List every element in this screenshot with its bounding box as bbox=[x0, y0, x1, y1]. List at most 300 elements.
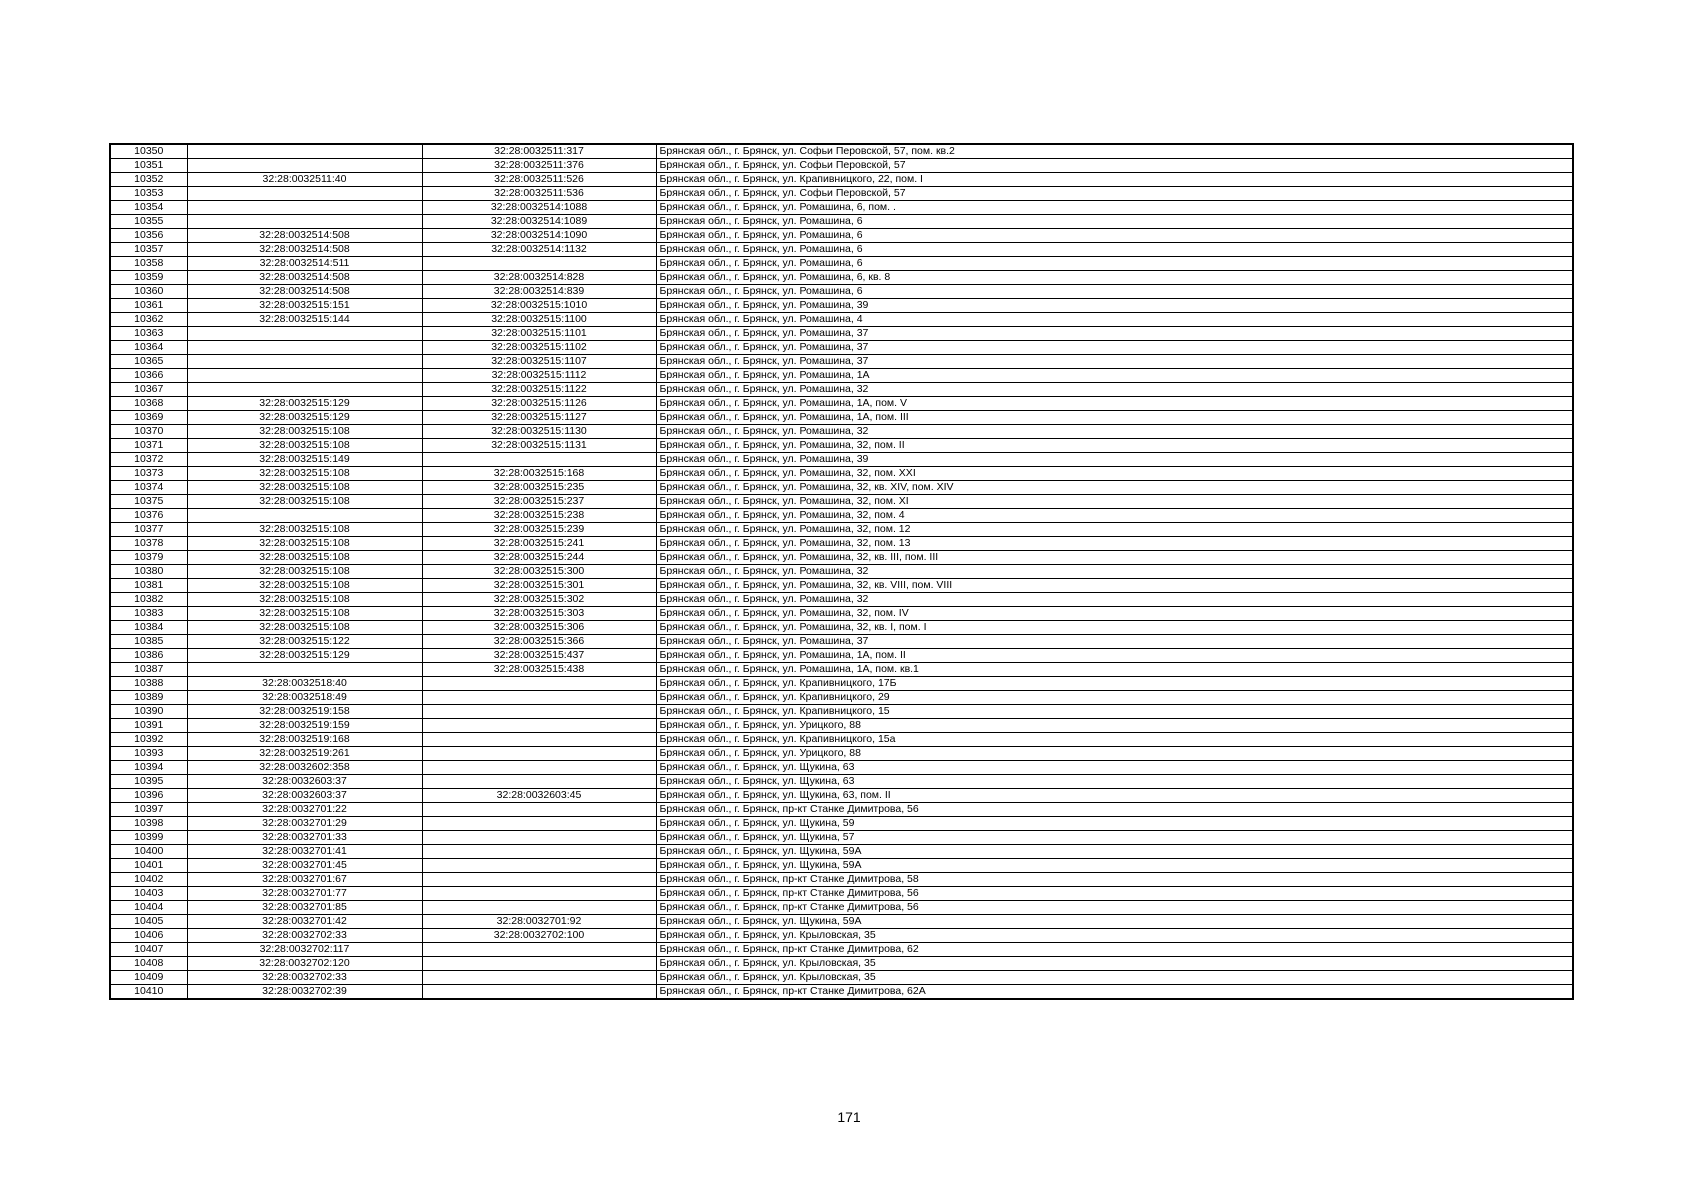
building-cadastral-number-cell bbox=[422, 803, 656, 817]
building-cadastral-number-cell bbox=[422, 873, 656, 887]
address-cell: Брянская обл., г. Брянск, пр-кт Станке Димитрова, 56 bbox=[656, 901, 1573, 915]
row-number-cell: 10374 bbox=[110, 481, 187, 495]
row-number-cell: 10363 bbox=[110, 327, 187, 341]
building-cadastral-number-cell: 32:28:0032514:1089 bbox=[422, 215, 656, 229]
table-row bbox=[110, 789, 1573, 803]
row-number-cell: 10407 bbox=[110, 943, 187, 957]
building-cadastral-number-cell: 32:28:0032515:438 bbox=[422, 663, 656, 677]
address-cell: Брянская обл., г. Брянск, ул. Ромашина, 32, пом. 4 bbox=[656, 509, 1573, 523]
row-number-cell: 10381 bbox=[110, 579, 187, 593]
address-cell: Брянская обл., г. Брянск, пр-кт Станке Димитрова, 56 bbox=[656, 887, 1573, 901]
land-plot-cadastral-number-cell bbox=[187, 215, 422, 229]
table-row bbox=[110, 817, 1573, 831]
row-number-cell: 10364 bbox=[110, 341, 187, 355]
table-row bbox=[110, 173, 1573, 187]
address-cell: Брянская обл., г. Брянск, ул. Ромашина, 4 bbox=[656, 313, 1573, 327]
row-number-cell: 10386 bbox=[110, 649, 187, 663]
address-cell: Брянская обл., г. Брянск, ул. Ромашина, 1А bbox=[656, 369, 1573, 383]
building-cadastral-number-cell: 32:28:0032511:526 bbox=[422, 173, 656, 187]
address-cell: Брянская обл., г. Брянск, ул. Крыловская, 35 bbox=[656, 929, 1573, 943]
table-row bbox=[110, 915, 1573, 929]
table-row bbox=[110, 159, 1573, 173]
row-number-cell: 10372 bbox=[110, 453, 187, 467]
land-plot-cadastral-number-cell: 32:28:0032515:108 bbox=[187, 607, 422, 621]
land-plot-cadastral-number-cell: 32:28:0032515:108 bbox=[187, 537, 422, 551]
building-cadastral-number-cell bbox=[422, 901, 656, 915]
row-number-cell: 10394 bbox=[110, 761, 187, 775]
address-cell: Брянская обл., г. Брянск, ул. Крапивницкого, 17Б bbox=[656, 677, 1573, 691]
row-number-cell: 10375 bbox=[110, 495, 187, 509]
building-cadastral-number-cell: 32:28:0032515:303 bbox=[422, 607, 656, 621]
land-plot-cadastral-number-cell: 32:28:0032701:67 bbox=[187, 873, 422, 887]
address-cell: Брянская обл., г. Брянск, ул. Щукина, 59А bbox=[656, 859, 1573, 873]
table-row bbox=[110, 887, 1573, 901]
building-cadastral-number-cell bbox=[422, 719, 656, 733]
table-row bbox=[110, 355, 1573, 369]
table-row bbox=[110, 481, 1573, 495]
table-row bbox=[110, 943, 1573, 957]
land-plot-cadastral-number-cell: 32:28:0032514:508 bbox=[187, 229, 422, 243]
address-cell: Брянская обл., г. Брянск, ул. Ромашина, 6, кв. 8 bbox=[656, 271, 1573, 285]
table-row bbox=[110, 383, 1573, 397]
table-row bbox=[110, 187, 1573, 201]
land-plot-cadastral-number-cell: 32:28:0032702:33 bbox=[187, 971, 422, 985]
address-cell: Брянская обл., г. Брянск, ул. Ромашина, 32, пом. 12 bbox=[656, 523, 1573, 537]
land-plot-cadastral-number-cell bbox=[187, 369, 422, 383]
row-number-cell: 10396 bbox=[110, 789, 187, 803]
building-cadastral-number-cell bbox=[422, 985, 656, 1000]
row-number-cell: 10399 bbox=[110, 831, 187, 845]
row-number-cell: 10377 bbox=[110, 523, 187, 537]
address-cell: Брянская обл., г. Брянск, ул. Ромашина, 32 bbox=[656, 383, 1573, 397]
table-row bbox=[110, 411, 1573, 425]
address-cell: Брянская обл., г. Брянск, ул. Ромашина, 6 bbox=[656, 215, 1573, 229]
land-plot-cadastral-number-cell: 32:28:0032515:108 bbox=[187, 593, 422, 607]
address-cell: Брянская обл., г. Брянск, ул. Ромашина, 32, пом. XI bbox=[656, 495, 1573, 509]
land-plot-cadastral-number-cell: 32:28:0032511:40 bbox=[187, 173, 422, 187]
row-number-cell: 10402 bbox=[110, 873, 187, 887]
land-plot-cadastral-number-cell: 32:28:0032701:33 bbox=[187, 831, 422, 845]
land-plot-cadastral-number-cell: 32:28:0032701:22 bbox=[187, 803, 422, 817]
land-plot-cadastral-number-cell: 32:28:0032515:108 bbox=[187, 523, 422, 537]
row-number-cell: 10365 bbox=[110, 355, 187, 369]
land-plot-cadastral-number-cell: 32:28:0032515:108 bbox=[187, 495, 422, 509]
row-number-cell: 10384 bbox=[110, 621, 187, 635]
building-cadastral-number-cell bbox=[422, 971, 656, 985]
address-cell: Брянская обл., г. Брянск, пр-кт Станке Димитрова, 58 bbox=[656, 873, 1573, 887]
row-number-cell: 10368 bbox=[110, 397, 187, 411]
table-row bbox=[110, 439, 1573, 453]
building-cadastral-number-cell bbox=[422, 677, 656, 691]
building-cadastral-number-cell bbox=[422, 887, 656, 901]
row-number-cell: 10406 bbox=[110, 929, 187, 943]
building-cadastral-number-cell: 32:28:0032515:1102 bbox=[422, 341, 656, 355]
row-number-cell: 10398 bbox=[110, 817, 187, 831]
address-cell: Брянская обл., г. Брянск, ул. Крапивницкого, 29 bbox=[656, 691, 1573, 705]
table-row bbox=[110, 313, 1573, 327]
building-cadastral-number-cell: 32:28:0032515:1010 bbox=[422, 299, 656, 313]
table-row bbox=[110, 425, 1573, 439]
land-plot-cadastral-number-cell: 32:28:0032515:108 bbox=[187, 425, 422, 439]
land-plot-cadastral-number-cell: 32:28:0032514:508 bbox=[187, 285, 422, 299]
table-body bbox=[110, 144, 1573, 999]
table-row bbox=[110, 369, 1573, 383]
address-cell: Брянская обл., г. Брянск, ул. Крапивницкого, 15а bbox=[656, 733, 1573, 747]
table-row bbox=[110, 929, 1573, 943]
row-number-cell: 10389 bbox=[110, 691, 187, 705]
address-cell: Брянская обл., г. Брянск, ул. Ромашина, 6 bbox=[656, 285, 1573, 299]
table-row bbox=[110, 593, 1573, 607]
land-plot-cadastral-number-cell: 32:28:0032515:129 bbox=[187, 411, 422, 425]
row-number-cell: 10388 bbox=[110, 677, 187, 691]
table-row bbox=[110, 971, 1573, 985]
land-plot-cadastral-number-cell: 32:28:0032702:120 bbox=[187, 957, 422, 971]
table-row bbox=[110, 803, 1573, 817]
building-cadastral-number-cell: 32:28:0032515:1131 bbox=[422, 439, 656, 453]
building-cadastral-number-cell: 32:28:0032515:1100 bbox=[422, 313, 656, 327]
address-cell: Брянская обл., г. Брянск, ул. Софьи Перовской, 57, пом. кв.2 bbox=[656, 144, 1573, 159]
row-number-cell: 10361 bbox=[110, 299, 187, 313]
address-cell: Брянская обл., г. Брянск, ул. Щукина, 59А bbox=[656, 845, 1573, 859]
row-number-cell: 10362 bbox=[110, 313, 187, 327]
building-cadastral-number-cell: 32:28:0032515:1127 bbox=[422, 411, 656, 425]
table-row bbox=[110, 761, 1573, 775]
table-row bbox=[110, 635, 1573, 649]
address-cell: Брянская обл., г. Брянск, ул. Софьи Перовской, 57 bbox=[656, 159, 1573, 173]
address-cell: Брянская обл., г. Брянск, ул. Ромашина, 37 bbox=[656, 355, 1573, 369]
building-cadastral-number-cell: 32:28:0032511:317 bbox=[422, 144, 656, 159]
address-cell: Брянская обл., г. Брянск, ул. Ромашина, 1А, пом. V bbox=[656, 397, 1573, 411]
land-plot-cadastral-number-cell: 32:28:0032515:108 bbox=[187, 551, 422, 565]
table-row bbox=[110, 551, 1573, 565]
address-cell: Брянская обл., г. Брянск, ул. Крапивницкого, 22, пом. I bbox=[656, 173, 1573, 187]
land-plot-cadastral-number-cell: 32:28:0032514:508 bbox=[187, 271, 422, 285]
row-number-cell: 10360 bbox=[110, 285, 187, 299]
building-cadastral-number-cell: 32:28:0032515:1122 bbox=[422, 383, 656, 397]
building-cadastral-number-cell: 32:28:0032514:1088 bbox=[422, 201, 656, 215]
address-cell: Брянская обл., г. Брянск, ул. Ромашина, 32 bbox=[656, 425, 1573, 439]
row-number-cell: 10400 bbox=[110, 845, 187, 859]
land-plot-cadastral-number-cell: 32:28:0032515:108 bbox=[187, 565, 422, 579]
address-cell: Брянская обл., г. Брянск, ул. Ромашина, 32, пом. IV bbox=[656, 607, 1573, 621]
address-cell: Брянская обл., г. Брянск, ул. Щукина, 59А bbox=[656, 915, 1573, 929]
land-plot-cadastral-number-cell bbox=[187, 159, 422, 173]
address-cell: Брянская обл., г. Брянск, ул. Ромашина, 32, кв. III, пом. III bbox=[656, 551, 1573, 565]
building-cadastral-number-cell: 32:28:0032515:241 bbox=[422, 537, 656, 551]
table-row bbox=[110, 341, 1573, 355]
row-number-cell: 10369 bbox=[110, 411, 187, 425]
building-cadastral-number-cell bbox=[422, 453, 656, 467]
address-cell: Брянская обл., г. Брянск, ул. Ромашина, 39 bbox=[656, 299, 1573, 313]
land-plot-cadastral-number-cell bbox=[187, 187, 422, 201]
building-cadastral-number-cell: 32:28:0032514:1132 bbox=[422, 243, 656, 257]
building-cadastral-number-cell: 32:28:0032515:1112 bbox=[422, 369, 656, 383]
address-cell: Брянская обл., г. Брянск, ул. Ромашина, 1А, пом. II bbox=[656, 649, 1573, 663]
building-cadastral-number-cell: 32:28:0032514:1090 bbox=[422, 229, 656, 243]
building-cadastral-number-cell: 32:28:0032515:302 bbox=[422, 593, 656, 607]
building-cadastral-number-cell: 32:28:0032515:235 bbox=[422, 481, 656, 495]
property-register-table bbox=[109, 143, 1574, 1000]
table-row bbox=[110, 215, 1573, 229]
row-number-cell: 10392 bbox=[110, 733, 187, 747]
table-row bbox=[110, 845, 1573, 859]
land-plot-cadastral-number-cell: 32:28:0032701:41 bbox=[187, 845, 422, 859]
row-number-cell: 10393 bbox=[110, 747, 187, 761]
table-row bbox=[110, 691, 1573, 705]
table-row bbox=[110, 901, 1573, 915]
address-cell: Брянская обл., г. Брянск, ул. Ромашина, 32, кв. I, пом. I bbox=[656, 621, 1573, 635]
row-number-cell: 10390 bbox=[110, 705, 187, 719]
row-number-cell: 10350 bbox=[110, 144, 187, 159]
table-row bbox=[110, 747, 1573, 761]
table-row bbox=[110, 957, 1573, 971]
address-cell: Брянская обл., г. Брянск, ул. Ромашина, 39 bbox=[656, 453, 1573, 467]
land-plot-cadastral-number-cell: 32:28:0032702:117 bbox=[187, 943, 422, 957]
table-row bbox=[110, 831, 1573, 845]
row-number-cell: 10403 bbox=[110, 887, 187, 901]
table-row bbox=[110, 649, 1573, 663]
address-cell: Брянская обл., г. Брянск, ул. Щукина, 63 bbox=[656, 761, 1573, 775]
address-cell: Брянская обл., г. Брянск, ул. Ромашина, 32 bbox=[656, 565, 1573, 579]
building-cadastral-number-cell: 32:28:0032701:92 bbox=[422, 915, 656, 929]
building-cadastral-number-cell: 32:28:0032515:306 bbox=[422, 621, 656, 635]
table-row bbox=[110, 859, 1573, 873]
row-number-cell: 10370 bbox=[110, 425, 187, 439]
address-cell: Брянская обл., г. Брянск, ул. Ромашина, 32, пом. II bbox=[656, 439, 1573, 453]
address-cell: Брянская обл., г. Брянск, ул. Ромашина, 6 bbox=[656, 257, 1573, 271]
building-cadastral-number-cell bbox=[422, 817, 656, 831]
row-number-cell: 10395 bbox=[110, 775, 187, 789]
land-plot-cadastral-number-cell: 32:28:0032603:37 bbox=[187, 775, 422, 789]
land-plot-cadastral-number-cell bbox=[187, 201, 422, 215]
building-cadastral-number-cell: 32:28:0032515:437 bbox=[422, 649, 656, 663]
building-cadastral-number-cell bbox=[422, 747, 656, 761]
building-cadastral-number-cell bbox=[422, 691, 656, 705]
land-plot-cadastral-number-cell: 32:28:0032519:168 bbox=[187, 733, 422, 747]
table-row bbox=[110, 537, 1573, 551]
row-number-cell: 10355 bbox=[110, 215, 187, 229]
table-row bbox=[110, 243, 1573, 257]
address-cell: Брянская обл., г. Брянск, ул. Ромашина, 37 bbox=[656, 341, 1573, 355]
table-row bbox=[110, 607, 1573, 621]
row-number-cell: 10380 bbox=[110, 565, 187, 579]
land-plot-cadastral-number-cell: 32:28:0032515:108 bbox=[187, 621, 422, 635]
building-cadastral-number-cell: 32:28:0032515:244 bbox=[422, 551, 656, 565]
address-cell: Брянская обл., г. Брянск, ул. Урицкого, 88 bbox=[656, 719, 1573, 733]
address-cell: Брянская обл., г. Брянск, ул. Ромашина, 32, пом. 13 bbox=[656, 537, 1573, 551]
land-plot-cadastral-number-cell: 32:28:0032515:108 bbox=[187, 439, 422, 453]
building-cadastral-number-cell: 32:28:0032515:1101 bbox=[422, 327, 656, 341]
building-cadastral-number-cell bbox=[422, 775, 656, 789]
address-cell: Брянская обл., г. Брянск, пр-кт Станке Димитрова, 56 bbox=[656, 803, 1573, 817]
land-plot-cadastral-number-cell bbox=[187, 663, 422, 677]
address-cell: Брянская обл., г. Брянск, ул. Щукина, 59 bbox=[656, 817, 1573, 831]
building-cadastral-number-cell: 32:28:0032515:1130 bbox=[422, 425, 656, 439]
row-number-cell: 10367 bbox=[110, 383, 187, 397]
address-cell: Брянская обл., г. Брянск, ул. Ромашина, 6, пом. . bbox=[656, 201, 1573, 215]
land-plot-cadastral-number-cell bbox=[187, 341, 422, 355]
table-row bbox=[110, 565, 1573, 579]
row-number-cell: 10357 bbox=[110, 243, 187, 257]
land-plot-cadastral-number-cell: 32:28:0032515:129 bbox=[187, 397, 422, 411]
land-plot-cadastral-number-cell: 32:28:0032518:49 bbox=[187, 691, 422, 705]
land-plot-cadastral-number-cell: 32:28:0032515:149 bbox=[187, 453, 422, 467]
row-number-cell: 10391 bbox=[110, 719, 187, 733]
row-number-cell: 10385 bbox=[110, 635, 187, 649]
row-number-cell: 10410 bbox=[110, 985, 187, 1000]
row-number-cell: 10352 bbox=[110, 173, 187, 187]
row-number-cell: 10358 bbox=[110, 257, 187, 271]
land-plot-cadastral-number-cell: 32:28:0032701:29 bbox=[187, 817, 422, 831]
land-plot-cadastral-number-cell: 32:28:0032701:77 bbox=[187, 887, 422, 901]
address-cell: Брянская обл., г. Брянск, ул. Урицкого, 88 bbox=[656, 747, 1573, 761]
table-row bbox=[110, 733, 1573, 747]
land-plot-cadastral-number-cell: 32:28:0032518:40 bbox=[187, 677, 422, 691]
table-row bbox=[110, 327, 1573, 341]
building-cadastral-number-cell bbox=[422, 257, 656, 271]
table-row bbox=[110, 495, 1573, 509]
row-number-cell: 10373 bbox=[110, 467, 187, 481]
address-cell: Брянская обл., г. Брянск, ул. Софьи Перовской, 57 bbox=[656, 187, 1573, 201]
building-cadastral-number-cell bbox=[422, 845, 656, 859]
table-row bbox=[110, 775, 1573, 789]
table-row bbox=[110, 677, 1573, 691]
row-number-cell: 10408 bbox=[110, 957, 187, 971]
table-row bbox=[110, 719, 1573, 733]
address-cell: Брянская обл., г. Брянск, ул. Ромашина, 6 bbox=[656, 229, 1573, 243]
land-plot-cadastral-number-cell: 32:28:0032701:42 bbox=[187, 915, 422, 929]
page-number: 171 bbox=[837, 1109, 861, 1125]
row-number-cell: 10353 bbox=[110, 187, 187, 201]
land-plot-cadastral-number-cell: 32:28:0032515:122 bbox=[187, 635, 422, 649]
land-plot-cadastral-number-cell bbox=[187, 327, 422, 341]
building-cadastral-number-cell: 32:28:0032515:1126 bbox=[422, 397, 656, 411]
building-cadastral-number-cell: 32:28:0032702:100 bbox=[422, 929, 656, 943]
row-number-cell: 10382 bbox=[110, 593, 187, 607]
address-cell: Брянская обл., г. Брянск, пр-кт Станке Димитрова, 62А bbox=[656, 985, 1573, 1000]
building-cadastral-number-cell bbox=[422, 705, 656, 719]
land-plot-cadastral-number-cell bbox=[187, 355, 422, 369]
address-cell: Брянская обл., г. Брянск, ул. Ромашина, 37 bbox=[656, 327, 1573, 341]
table-row bbox=[110, 453, 1573, 467]
land-plot-cadastral-number-cell: 32:28:0032515:144 bbox=[187, 313, 422, 327]
address-cell: Брянская обл., г. Брянск, пр-кт Станке Димитрова, 62 bbox=[656, 943, 1573, 957]
address-cell: Брянская обл., г. Брянск, ул. Ромашина, 1А, пом. кв.1 bbox=[656, 663, 1573, 677]
land-plot-cadastral-number-cell: 32:28:0032519:158 bbox=[187, 705, 422, 719]
table-row bbox=[110, 985, 1573, 1000]
address-cell: Брянская обл., г. Брянск, ул. Ромашина, 32, кв. XIV, пом. XIV bbox=[656, 481, 1573, 495]
building-cadastral-number-cell bbox=[422, 831, 656, 845]
land-plot-cadastral-number-cell: 32:28:0032515:108 bbox=[187, 579, 422, 593]
land-plot-cadastral-number-cell: 32:28:0032519:261 bbox=[187, 747, 422, 761]
table-row bbox=[110, 705, 1573, 719]
table-row bbox=[110, 621, 1573, 635]
row-number-cell: 10351 bbox=[110, 159, 187, 173]
row-number-cell: 10409 bbox=[110, 971, 187, 985]
row-number-cell: 10405 bbox=[110, 915, 187, 929]
land-plot-cadastral-number-cell: 32:28:0032701:85 bbox=[187, 901, 422, 915]
table-row bbox=[110, 523, 1573, 537]
building-cadastral-number-cell: 32:28:0032515:300 bbox=[422, 565, 656, 579]
building-cadastral-number-cell: 32:28:0032514:828 bbox=[422, 271, 656, 285]
land-plot-cadastral-number-cell: 32:28:0032515:151 bbox=[187, 299, 422, 313]
building-cadastral-number-cell: 32:28:0032511:536 bbox=[422, 187, 656, 201]
address-cell: Брянская обл., г. Брянск, ул. Крыловская, 35 bbox=[656, 957, 1573, 971]
row-number-cell: 10404 bbox=[110, 901, 187, 915]
building-cadastral-number-cell: 32:28:0032511:376 bbox=[422, 159, 656, 173]
land-plot-cadastral-number-cell: 32:28:0032602:358 bbox=[187, 761, 422, 775]
land-plot-cadastral-number-cell: 32:28:0032702:33 bbox=[187, 929, 422, 943]
building-cadastral-number-cell: 32:28:0032515:239 bbox=[422, 523, 656, 537]
building-cadastral-number-cell bbox=[422, 859, 656, 873]
building-cadastral-number-cell: 32:28:0032514:839 bbox=[422, 285, 656, 299]
table-row bbox=[110, 397, 1573, 411]
table-row bbox=[110, 299, 1573, 313]
land-plot-cadastral-number-cell: 32:28:0032603:37 bbox=[187, 789, 422, 803]
land-plot-cadastral-number-cell: 32:28:0032702:39 bbox=[187, 985, 422, 1000]
table-row bbox=[110, 579, 1573, 593]
address-cell: Брянская обл., г. Брянск, ул. Крыловская, 35 bbox=[656, 971, 1573, 985]
address-cell: Брянская обл., г. Брянск, ул. Ромашина, 32 bbox=[656, 593, 1573, 607]
row-number-cell: 10387 bbox=[110, 663, 187, 677]
land-plot-cadastral-number-cell: 32:28:0032514:511 bbox=[187, 257, 422, 271]
building-cadastral-number-cell: 32:28:0032515:237 bbox=[422, 495, 656, 509]
row-number-cell: 10371 bbox=[110, 439, 187, 453]
address-cell: Брянская обл., г. Брянск, ул. Ромашина, 32, кв. VIII, пом. VIII bbox=[656, 579, 1573, 593]
building-cadastral-number-cell bbox=[422, 943, 656, 957]
address-cell: Брянская обл., г. Брянск, ул. Щукина, 63, пом. II bbox=[656, 789, 1573, 803]
land-plot-cadastral-number-cell bbox=[187, 144, 422, 159]
row-number-cell: 10366 bbox=[110, 369, 187, 383]
table-row bbox=[110, 663, 1573, 677]
building-cadastral-number-cell: 32:28:0032515:168 bbox=[422, 467, 656, 481]
address-cell: Брянская обл., г. Брянск, ул. Ромашина, 37 bbox=[656, 635, 1573, 649]
land-plot-cadastral-number-cell: 32:28:0032701:45 bbox=[187, 859, 422, 873]
address-cell: Брянская обл., г. Брянск, ул. Щукина, 57 bbox=[656, 831, 1573, 845]
table-row bbox=[110, 229, 1573, 243]
land-plot-cadastral-number-cell bbox=[187, 383, 422, 397]
table-row bbox=[110, 271, 1573, 285]
building-cadastral-number-cell: 32:28:0032515:366 bbox=[422, 635, 656, 649]
row-number-cell: 10359 bbox=[110, 271, 187, 285]
building-cadastral-number-cell: 32:28:0032515:301 bbox=[422, 579, 656, 593]
address-cell: Брянская обл., г. Брянск, ул. Крапивницкого, 15 bbox=[656, 705, 1573, 719]
building-cadastral-number-cell bbox=[422, 957, 656, 971]
land-plot-cadastral-number-cell: 32:28:0032519:159 bbox=[187, 719, 422, 733]
table-row bbox=[110, 201, 1573, 215]
land-plot-cadastral-number-cell: 32:28:0032515:108 bbox=[187, 467, 422, 481]
row-number-cell: 10401 bbox=[110, 859, 187, 873]
building-cadastral-number-cell bbox=[422, 761, 656, 775]
address-cell: Брянская обл., г. Брянск, ул. Щукина, 63 bbox=[656, 775, 1573, 789]
land-plot-cadastral-number-cell: 32:28:0032514:508 bbox=[187, 243, 422, 257]
table-row bbox=[110, 467, 1573, 481]
row-number-cell: 10397 bbox=[110, 803, 187, 817]
building-cadastral-number-cell: 32:28:0032515:1107 bbox=[422, 355, 656, 369]
building-cadastral-number-cell bbox=[422, 733, 656, 747]
table-row bbox=[110, 873, 1573, 887]
table-row bbox=[110, 509, 1573, 523]
table-row bbox=[110, 144, 1573, 159]
row-number-cell: 10379 bbox=[110, 551, 187, 565]
land-plot-cadastral-number-cell: 32:28:0032515:129 bbox=[187, 649, 422, 663]
row-number-cell: 10356 bbox=[110, 229, 187, 243]
address-cell: Брянская обл., г. Брянск, ул. Ромашина, 1А, пом. III bbox=[656, 411, 1573, 425]
row-number-cell: 10383 bbox=[110, 607, 187, 621]
building-cadastral-number-cell: 32:28:0032603:45 bbox=[422, 789, 656, 803]
row-number-cell: 10376 bbox=[110, 509, 187, 523]
building-cadastral-number-cell: 32:28:0032515:238 bbox=[422, 509, 656, 523]
